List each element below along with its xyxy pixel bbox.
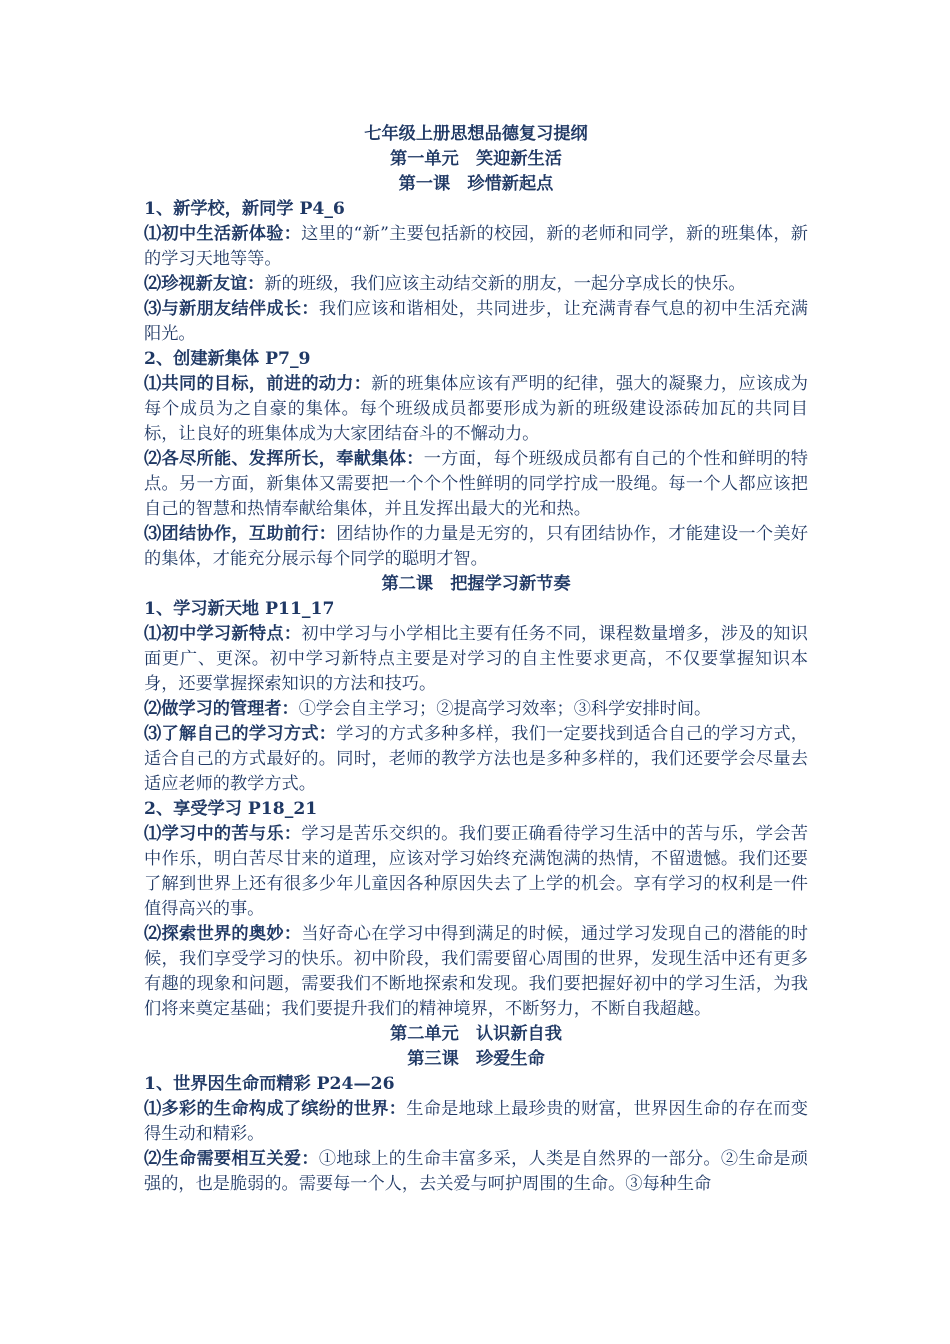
paragraph-lead: ⑵探索世界的奥妙： [144, 924, 302, 944]
paragraph-lead: ⑶团结协作，互助前行： [144, 524, 337, 544]
section-heading: 1、学习新天地 P11_17 [144, 599, 335, 619]
unit-heading: 第二单元 认识新自我 [390, 1024, 562, 1044]
lesson-heading: 第三课 珍爱生命 [407, 1049, 545, 1069]
paragraph-lead: ⑶与新朋友结伴成长： [144, 299, 319, 319]
paragraph-lead: ⑴学习中的苦与乐： [144, 824, 302, 844]
paragraph [144, 1097, 808, 1147]
paragraph [144, 722, 808, 797]
paragraph [144, 1147, 808, 1197]
paragraph [144, 372, 808, 447]
paragraph [144, 222, 808, 272]
lesson-heading: 第一课 珍惜新起点 [398, 174, 554, 194]
paragraph-lead: ⑵珍视新友谊： [144, 274, 265, 294]
paragraph-lead: ⑴共同的目标，前进的动力： [144, 374, 372, 394]
paragraph-text: 新的班集体应该有严明的纪律，强大的凝聚力，应该成为每个成员为之自豪的集体。每个班级成员都要形成为新的班级建设添砖加瓦的共同目标，让良好的班集体成为大家团结奋斗的不懈动力。 [144, 374, 808, 444]
paragraph [144, 447, 808, 522]
paragraph-lead: ⑵做学习的管理者： [144, 699, 299, 719]
paragraph-text: 生命是地球上最珍贵的财富，世界因生命的存在而变得生动和精彩。 [144, 1099, 808, 1144]
paragraph [144, 272, 808, 297]
paragraph-lead: ⑴初中生活新体验： [144, 224, 302, 244]
section-heading: 2、创建新集体 P7_9 [144, 349, 311, 369]
paragraph-text: 初中学习与小学相比主要有任务不同，课程数量增多，涉及的知识面更广、更深。初中学习新特点主要是对学习的自主性要求更高，不仅要掌握知识本身，还要掌握探索知识的方法和技巧。 [144, 624, 808, 694]
paragraph-text: 这里的“新”主要包括新的校园，新的老师和同学，新的班集体，新的学习天地等等。 [144, 224, 808, 269]
paragraph [144, 297, 808, 347]
paragraph [144, 522, 808, 572]
paragraph-lead: ⑶了解自己的学习方式： [144, 724, 337, 744]
section-heading: 2、享受学习 P18_21 [144, 799, 318, 819]
unit-heading: 第一单元 笑迎新生活 [390, 149, 562, 169]
section-heading: 1、世界因生命而精彩 P24—26 [144, 1074, 395, 1094]
paragraph-text: 团结协作的力量是无穷的，只有团结协作，才能建设一个美好的集体，才能充分展示每个同学的聪明才智。 [144, 524, 808, 569]
document-title: 七年级上册思想品德复习提纲 [364, 124, 588, 144]
paragraph [144, 622, 808, 697]
paragraph [144, 822, 808, 922]
paragraph-lead: ⑵各尽所能、发挥所长，奉献集体： [144, 449, 424, 469]
paragraph-lead: ⑴多彩的生命构成了缤纷的世界： [144, 1099, 407, 1119]
paragraph [144, 922, 808, 1022]
section-heading: 1、新学校，新同学 P4_6 [144, 199, 345, 219]
paragraph-text: 一方面，每个班级成员都有自己的个性和鲜明的特点。另一方面，新集体又需要把一个个个性鲜明的同学拧成一股绳。每一个人都应该把自己的智慧和热情奉献给集体，并且发挥出最大的光和热。 [144, 449, 808, 519]
paragraph-text: ①学会自主学习；②提高学习效率；③科学安排时间。 [298, 699, 712, 719]
paragraph-text: 当好奇心在学习中得到满足的时候，通过学习发现自己的潜能的时候，我们享受学习的快乐。初中阶段，我们需要留心周围的世界，发现生活中还有更多有趣的现象和问题，需要我们不断地探索和发现。我们要把握好初中的学习生活，为我们将来奠定基础；我们要提升我们的精神境界，不断努力，不断自我超越。 [144, 924, 808, 1019]
paragraph-text: 新的班级，我们应该主动结交新的朋友，一起分享成长的快乐。 [264, 274, 746, 294]
paragraph-text: 学习是苦乐交织的。我们要正确看待学习生活中的苦与乐，学会苦中作乐，明白苦尽甘来的道理，应该对学习始终充满饱满的热情，不留遗憾。我们还要了解到世界上还有很多少年儿童因各种原因失去了上学的机会。享有学习的权利是一件值得高兴的事。 [144, 824, 808, 919]
document-page [144, 122, 808, 1197]
lesson-heading: 第二课 把握学习新节奏 [381, 574, 571, 594]
paragraph-text: 学习的方式多种多样，我们一定要找到适合自己的学习方式，适合自己的方式最好的。同时，老师的教学方法也是多种多样的，我们还要学会尽量去适应老师的教学方式。 [144, 724, 808, 794]
paragraph [144, 697, 808, 722]
paragraph-text: ①地球上的生命丰富多采，人类是自然界的一部分。②生命是顽强的，也是脆弱的。需要每一个人，去关爱与呵护周围的生命。③每种生命 [144, 1149, 808, 1194]
paragraph-lead: ⑴初中学习新特点： [144, 624, 302, 644]
paragraph-lead: ⑵生命需要相互关爱： [144, 1149, 319, 1169]
paragraph-text: 我们应该和谐相处，共同进步，让充满青春气息的初中生活充满阳光。 [144, 299, 808, 344]
